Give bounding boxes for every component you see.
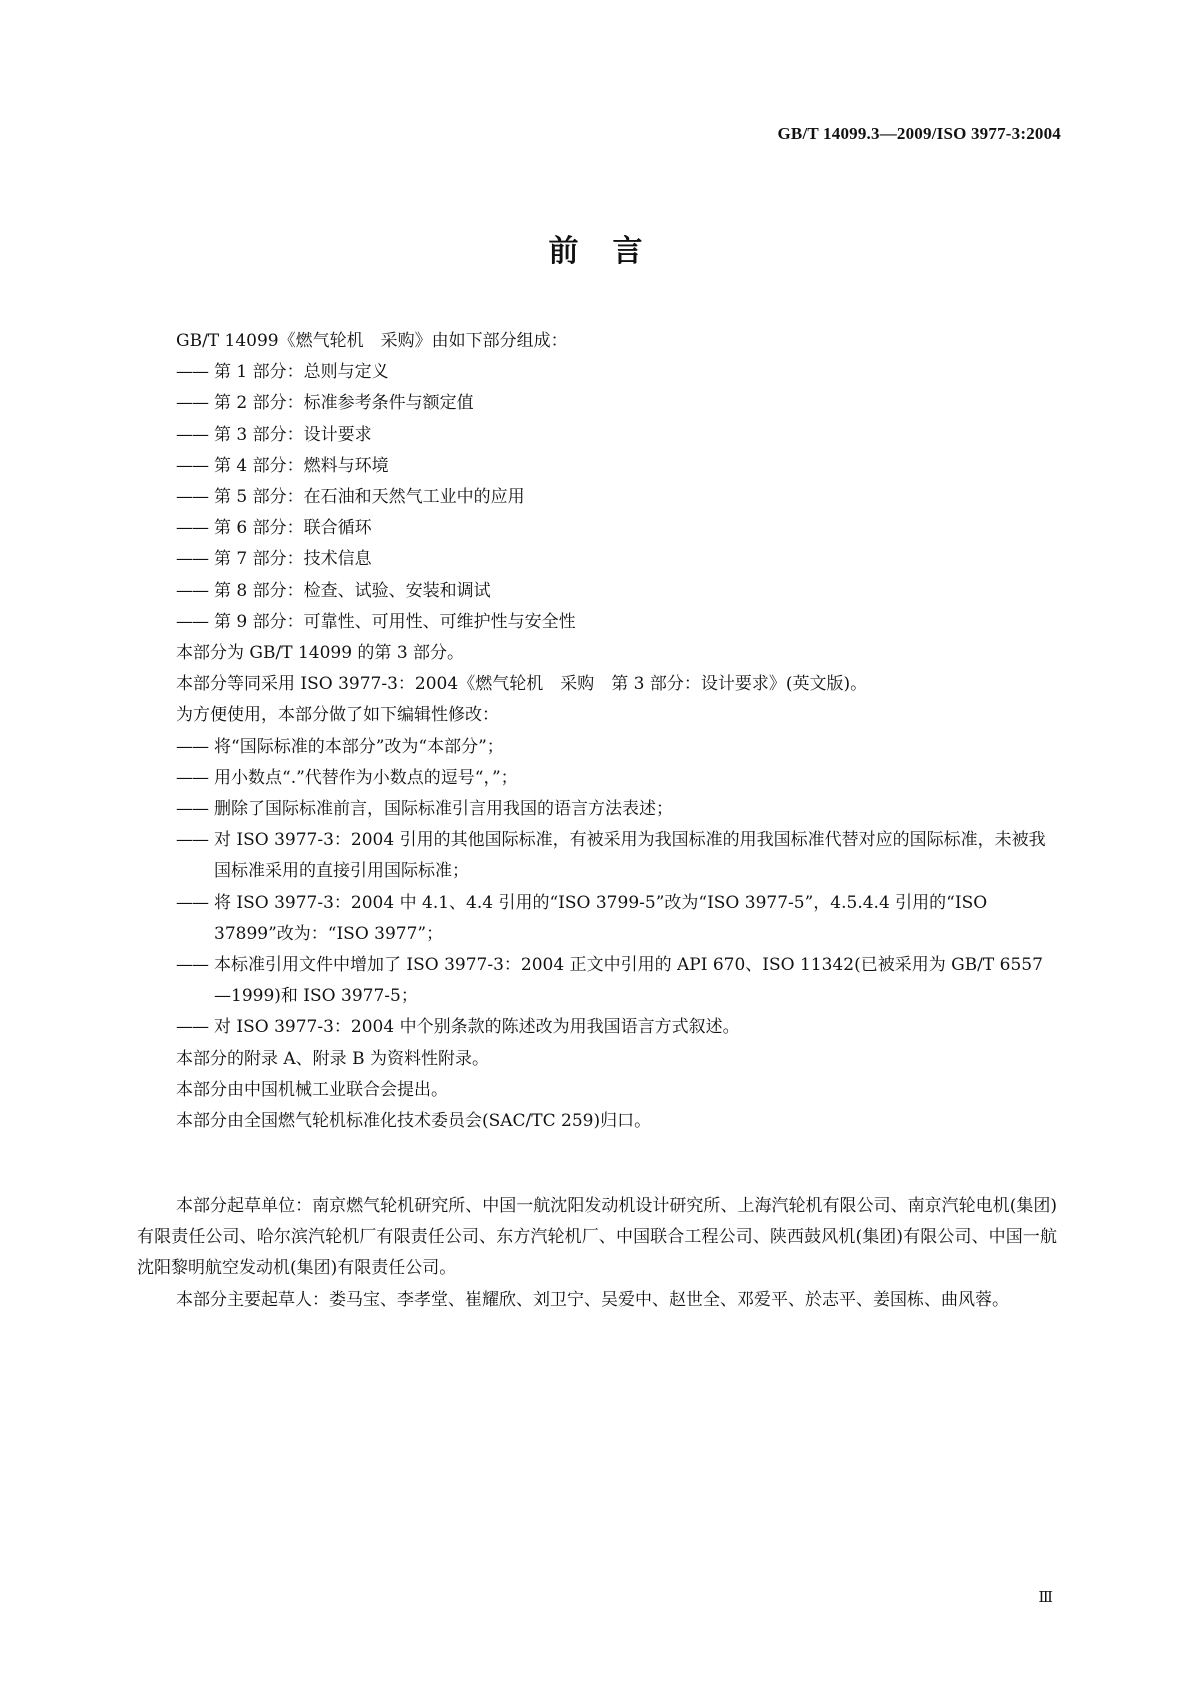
list-item-part-1 — [176, 357, 1056, 388]
part-text: 第 1 部分：总则与定义 — [214, 362, 389, 383]
dash-marker: —— — [176, 362, 208, 383]
dash-marker: —— — [176, 580, 208, 601]
list-item-edit-6 — [176, 950, 1056, 1012]
dash-marker: —— — [176, 736, 208, 757]
list-item-part-4 — [176, 451, 1056, 482]
dash-marker: —— — [176, 799, 208, 820]
dash-marker: —— — [176, 549, 208, 570]
dash-marker: —— — [176, 487, 208, 508]
list-item-edit-4 — [176, 825, 1056, 887]
dash-marker: —— — [176, 892, 208, 913]
dash-marker: —— — [176, 611, 208, 632]
edit-text: 本标准引用文件中增加了 ISO 3977-3：2004 正文中引用的 API 670、ISO 11342(已被采用为 GB/T 6557—1999)和 ISO 3977-5； — [214, 955, 1043, 1007]
dash-marker: —— — [176, 455, 208, 476]
part-text: 第 7 部分：技术信息 — [214, 549, 372, 570]
dash-marker: —— — [176, 830, 208, 851]
edit-text: 对 ISO 3977-3：2004 中个别条款的陈述改为用我国语言方式叙述。 — [214, 1017, 740, 1038]
list-item-part-3 — [176, 420, 1056, 451]
adoption-statement: 本部分等同采用 ISO 3977-3：2004《燃气轮机 采购 第 3 部分：设计要求》(英文版)。 — [176, 674, 868, 695]
list-item-part-7 — [176, 544, 1056, 575]
page-title: 前言 — [548, 234, 677, 269]
list-item-part-2 — [176, 388, 1056, 419]
proposer-statement: 本部分由中国机械工业联合会提出。 — [176, 1079, 448, 1100]
dash-marker: —— — [176, 424, 208, 445]
list-item-part-8 — [176, 576, 1056, 607]
list-item-edit-2 — [176, 763, 1056, 794]
dash-marker: —— — [176, 1017, 208, 1038]
part-text: 第 2 部分：标准参考条件与额定值 — [214, 393, 474, 414]
list-item-part-9 — [176, 607, 1056, 638]
dash-marker: —— — [176, 518, 208, 539]
dash-marker: —— — [176, 955, 208, 976]
list-item-edit-7 — [176, 1012, 1056, 1043]
drafting-info — [137, 1191, 1057, 1316]
edit-text: 用小数点“.”代替作为小数点的逗号“，”； — [214, 767, 518, 788]
part-statement: 本部分为 GB/T 14099 的第 3 部分。 — [176, 643, 465, 664]
list-item-edit-1 — [176, 732, 1056, 763]
committee-statement: 本部分由全国燃气轮机标准化技术委员会(SAC/TC 259)归口。 — [176, 1111, 652, 1132]
edit-text: 将 ISO 3977-3：2004 中 4.1、4.4 引用的“ISO 3799-5”改为“ISO 3977-5”，4.5.4.4 引用的“ISO 37899”改为：“ISO 3977”； — [214, 892, 988, 944]
list-item-part-5 — [176, 482, 1056, 513]
standard-code-header: GB/T 14099.3—2009/ISO 3977-3:2004 — [777, 124, 1061, 143]
edit-text: 删除了国际标准前言，国际标准引言用我国的语言方法表述； — [214, 799, 673, 820]
page-number: Ⅲ — [1038, 1590, 1053, 1606]
edits-intro: 为方便使用，本部分做了如下编辑性修改： — [176, 705, 499, 726]
main-drafters: 本部分主要起草人：娄马宝、李孝堂、崔耀欣、刘卫宁、吴爱中、赵世全、邓爱平、於志平、姜国栋、曲风蓉。 — [176, 1289, 1009, 1310]
list-item-edit-5 — [176, 888, 1056, 950]
edit-text: 将“国际标准的本部分”改为“本部分”； — [214, 736, 504, 757]
dash-marker: —— — [176, 767, 208, 788]
list-item-part-6 — [176, 513, 1056, 544]
part-text: 第 6 部分：联合循环 — [214, 518, 372, 539]
composition-intro: GB/T 14099《燃气轮机 采购》由如下部分组成： — [176, 331, 568, 351]
part-text: 第 9 部分：可靠性、可用性、可维护性与安全性 — [214, 611, 576, 632]
drafting-units: 本部分起草单位：南京燃气轮机研究所、中国一航沈阳发动机设计研究所、上海汽轮机有限公司、南京汽轮电机(集团)有限责任公司、哈尔滨汽轮机厂有限责任公司、东方汽轮机厂、中国联合工程公司、陕西鼓风机(集团)有限公司、中国一航沈阳黎明航空发动机(集团)有限责任公司。 — [137, 1196, 1057, 1279]
edit-text: 对 ISO 3977-3：2004 引用的其他国际标准，有被采用为我国标准的用我国标准代替对应的国际标准，未被我国标准采用的直接引用国际标准； — [214, 830, 1046, 882]
list-item-edit-3 — [176, 794, 1056, 825]
annex-statement: 本部分的附录 A、附录 B 为资料性附录。 — [176, 1048, 489, 1069]
part-text: 第 8 部分：检查、试验、安装和调试 — [214, 580, 491, 601]
part-text: 第 3 部分：设计要求 — [214, 424, 372, 445]
foreword-body — [176, 326, 1056, 1137]
part-text: 第 5 部分：在石油和天然气工业中的应用 — [214, 487, 525, 508]
dash-marker: —— — [176, 393, 208, 414]
part-text: 第 4 部分：燃料与环境 — [214, 455, 389, 476]
